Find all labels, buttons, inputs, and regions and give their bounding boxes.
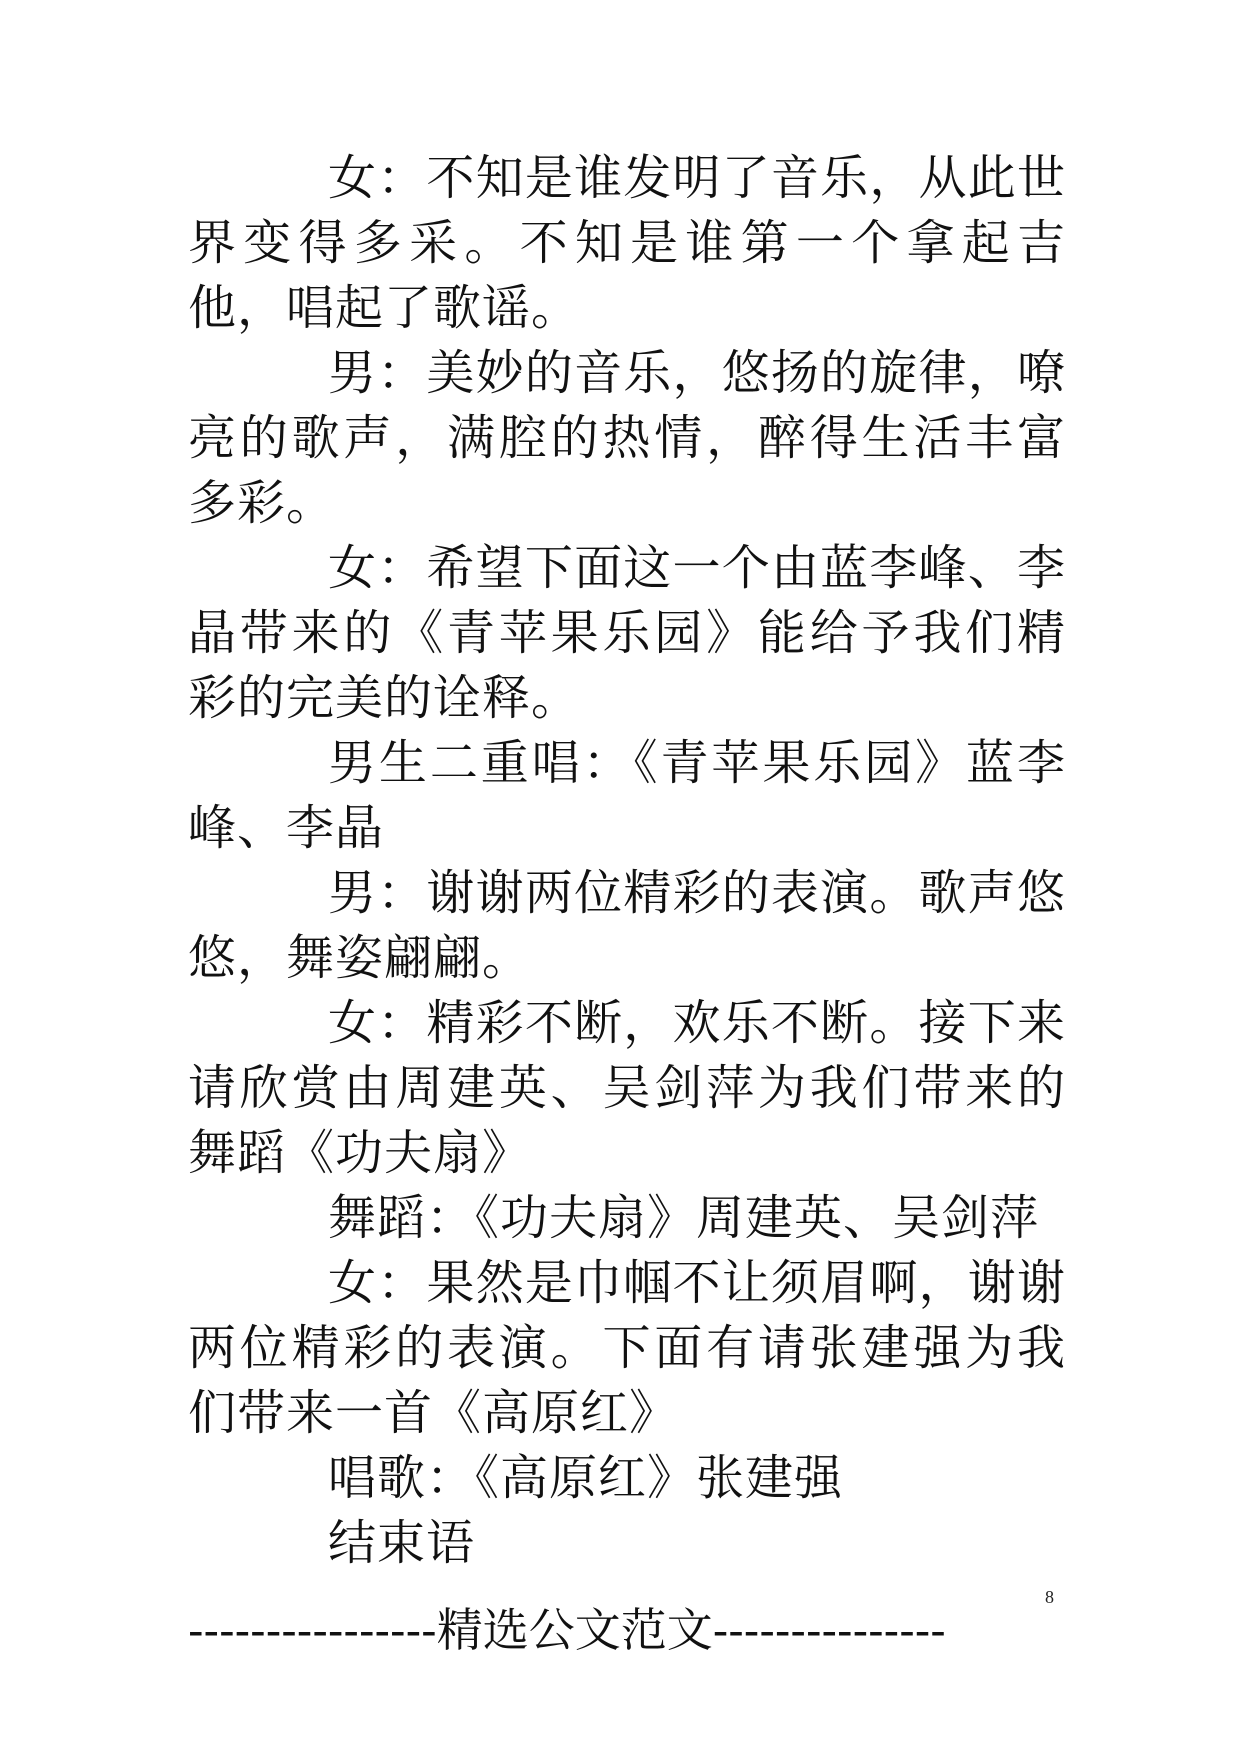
program-item: 男生二重唱：《青苹果乐园》蓝李峰、李晶 bbox=[188, 735, 1066, 856]
page-number: 8 bbox=[1045, 1587, 1054, 1607]
dialogue-paragraph: 女：不知是谁发明了音乐，从此世界变得多采。不知是谁第一个拿起吉他，唱起了歌谣。 bbox=[188, 150, 1066, 336]
dialogue-paragraph: 男：谢谢两位精彩的表演。歌声悠悠，舞姿翩翩。 bbox=[188, 865, 1066, 986]
dialogue-paragraph: 女：精彩不断，欢乐不断。接下来请欣赏由周建英、吴剑萍为我们带来的舞蹈《功夫扇》 bbox=[188, 995, 1066, 1181]
document-body bbox=[188, 146, 1066, 1576]
dialogue-paragraph: 女：希望下面这一个由蓝李峰、李晶带来的《青苹果乐园》能给予我们精彩的完美的诠释。 bbox=[188, 540, 1066, 726]
program-item: 唱歌：《高原红》张建强 bbox=[328, 1450, 844, 1506]
dialogue-paragraph: 女：果然是巾帼不让须眉啊，谢谢两位精彩的表演。下面有请张建强为我们带来一首《高原红》 bbox=[188, 1255, 1066, 1441]
closing-heading: 结束语 bbox=[328, 1515, 476, 1571]
program-item: 舞蹈：《功夫扇》周建英、吴剑萍 bbox=[328, 1190, 1040, 1246]
page-footer: ----------------精选公文范文--------------- bbox=[188, 1603, 946, 1657]
dialogue-paragraph: 男：美妙的音乐，悠扬的旋律，嘹亮的歌声，满腔的热情，醉得生活丰富多彩。 bbox=[188, 345, 1066, 531]
